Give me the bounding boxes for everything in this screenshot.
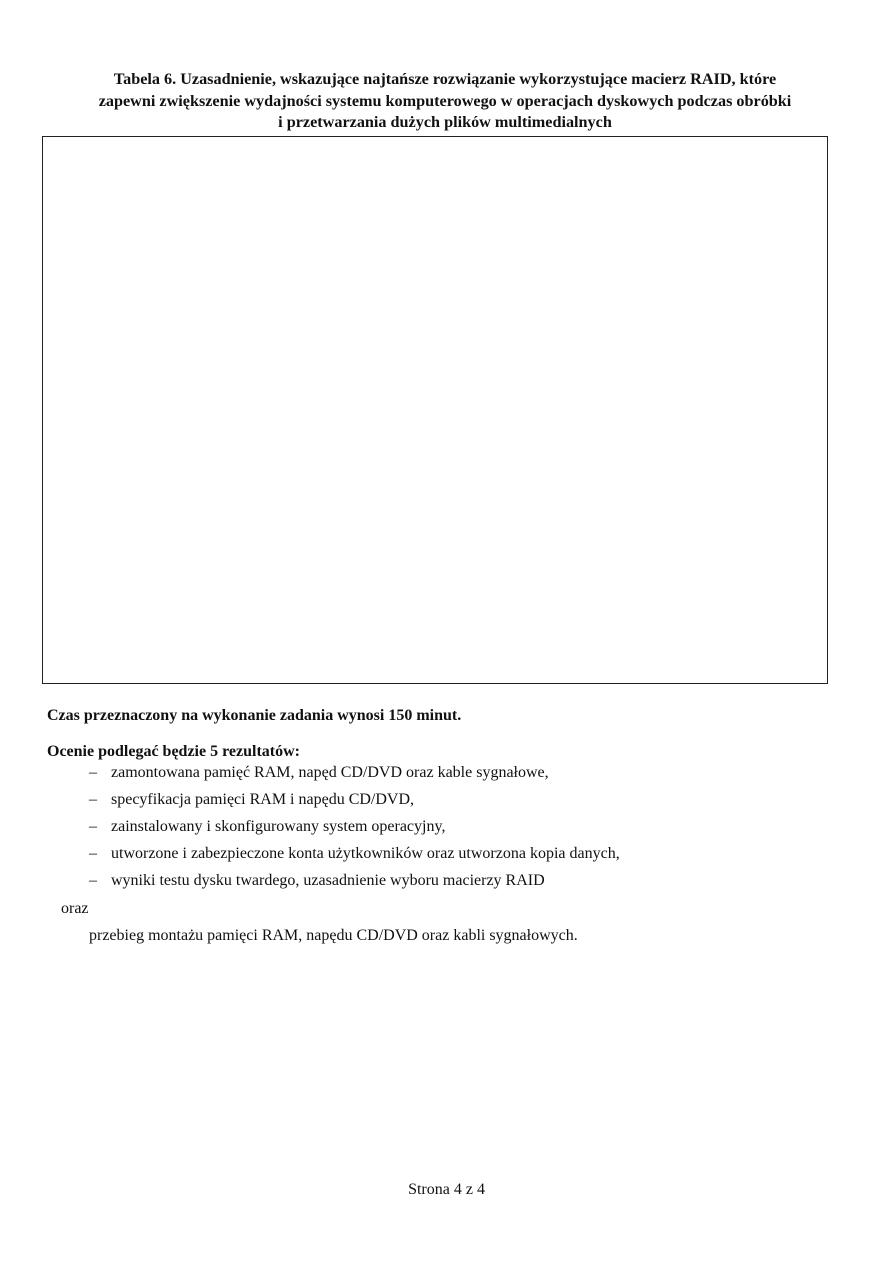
list-item-text: zainstalowany i skonfigurowany system operacyjny, bbox=[111, 818, 446, 835]
grading-heading: Ocenie podlegać będzie 5 rezultatów: bbox=[47, 743, 300, 760]
answer-box[interactable] bbox=[42, 136, 828, 684]
table-title-line-1: Tabela 6. Uzasadnienie, wskazujące najtańsze rozwiązanie wykorzystujące macierz RAID, które bbox=[113, 70, 777, 88]
table-title-line-3: i przetwarzania dużych plików multimedialnych bbox=[278, 113, 612, 131]
list-item-text: specyfikacja pamięci RAM i napędu CD/DVD, bbox=[111, 791, 415, 808]
bullet-dash: – bbox=[89, 791, 97, 808]
results-list bbox=[89, 763, 620, 898]
bullet-dash: – bbox=[89, 872, 97, 889]
conjunction-oraz: oraz bbox=[61, 900, 89, 917]
list-item bbox=[89, 817, 620, 844]
list-item-text: utworzone i zabezpieczone konta użytkowników oraz utworzona kopia danych, bbox=[111, 845, 620, 862]
table-title bbox=[40, 69, 850, 134]
bullet-dash: – bbox=[89, 818, 97, 835]
list-item bbox=[89, 844, 620, 871]
list-item bbox=[89, 871, 620, 898]
bullet-dash: – bbox=[89, 845, 97, 862]
list-item-text: zamontowana pamięć RAM, napęd CD/DVD oraz kable sygnałowe, bbox=[111, 764, 549, 781]
list-item bbox=[89, 763, 620, 790]
list-item-text: wyniki testu dysku twardego, uzasadnienie wyboru macierzy RAID bbox=[111, 872, 545, 889]
bullet-dash: – bbox=[89, 764, 97, 781]
time-info: Czas przeznaczony na wykonanie zadania wynosi 150 minut. bbox=[47, 707, 462, 724]
table-title-line-2: zapewni zwiększenie wydajności systemu komputerowego w operacjach dyskowych podczas obróbki bbox=[98, 91, 792, 110]
list-item bbox=[89, 790, 620, 817]
observation-item: przebieg montażu pamięci RAM, napędu CD/DVD oraz kabli sygnałowych. bbox=[89, 927, 578, 944]
page-number: Strona 4 z 4 bbox=[408, 1181, 485, 1198]
